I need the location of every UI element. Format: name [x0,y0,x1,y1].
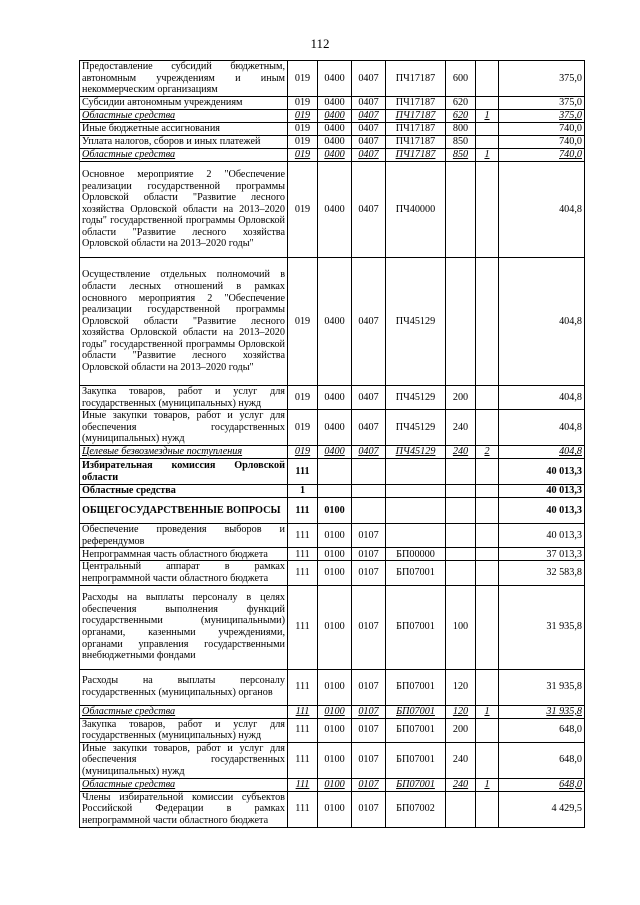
row-target-code: ПЧ45129 [386,386,446,410]
row-target-code: ПЧ17187 [386,97,446,110]
row-target-code: БП07001 [386,561,446,585]
row-target-code: ПЧ45129 [386,410,446,446]
row-section-code: 0400 [318,136,352,149]
row-expense-type [446,459,476,485]
row-sum: 648,0 [499,718,585,742]
row-subsection-code: 0407 [352,162,386,258]
row-source-code [476,742,499,778]
row-source-code: 1 [476,149,499,162]
row-expense-type: 120 [446,669,476,705]
row-section-code: 0400 [318,258,352,386]
row-name: Областные средства [80,110,288,123]
row-expense-type: 620 [446,110,476,123]
row-subsection-code: 0107 [352,524,386,548]
row-section-code: 0100 [318,669,352,705]
row-subsection-code: 0407 [352,61,386,97]
row-name: ОБЩЕГОСУДАРСТВЕННЫЕ ВОПРОСЫ [80,498,288,524]
row-section-code: 0400 [318,149,352,162]
row-target-code [386,485,446,498]
row-sum: 31 935,8 [499,585,585,669]
row-grbs-code: 1 [288,485,318,498]
table-row [80,548,585,561]
row-source-code [476,410,499,446]
row-section-code: 0400 [318,110,352,123]
row-source-code [476,585,499,669]
row-grbs-code: 111 [288,561,318,585]
row-grbs-code: 019 [288,136,318,149]
table-row [80,585,585,669]
row-source-code [476,386,499,410]
row-sum: 32 583,8 [499,561,585,585]
row-grbs-code: 019 [288,446,318,459]
row-section-code: 0100 [318,718,352,742]
row-sum: 40 013,3 [499,485,585,498]
row-sum: 31 935,8 [499,705,585,718]
row-target-code [386,459,446,485]
row-source-code: 1 [476,110,499,123]
row-section-code [318,459,352,485]
row-source-code [476,136,499,149]
table-row [80,561,585,585]
row-subsection-code: 0107 [352,705,386,718]
row-target-code: ПЧ40000 [386,162,446,258]
row-grbs-code: 019 [288,386,318,410]
row-grbs-code: 019 [288,162,318,258]
row-subsection-code: 0407 [352,110,386,123]
table-row [80,136,585,149]
row-name: Расходы на выплаты персоналу государственных (муниципальных) органов [80,669,288,705]
row-source-code [476,258,499,386]
table-row [80,110,585,123]
row-target-code: ПЧ17187 [386,149,446,162]
row-name: Областные средства [80,485,288,498]
row-section-code: 0400 [318,410,352,446]
row-section-code: 0100 [318,548,352,561]
row-grbs-code: 019 [288,149,318,162]
row-name: Закупка товаров, работ и услуг для государственных (муниципальных) нужд [80,718,288,742]
row-name: Субсидии автономным учреждениям [80,97,288,110]
row-section-code: 0100 [318,498,352,524]
row-name: Расходы на выплаты персоналу в целях обеспечения выполнения функций государственными (муниципальными) органами, казенными учреждениями, органами управления государственными внебюджетными фондами [80,585,288,669]
row-source-code [476,669,499,705]
row-target-code [386,498,446,524]
row-section-code: 0100 [318,778,352,791]
row-expense-type: 850 [446,136,476,149]
row-sum: 740,0 [499,123,585,136]
row-grbs-code: 111 [288,459,318,485]
table-row [80,97,585,110]
row-source-code [476,485,499,498]
row-section-code: 0400 [318,446,352,459]
row-sum: 40 013,3 [499,459,585,485]
row-target-code: БП00000 [386,548,446,561]
row-target-code: ПЧ17187 [386,123,446,136]
row-target-code: БП07001 [386,705,446,718]
row-subsection-code: 0407 [352,97,386,110]
row-sum: 648,0 [499,742,585,778]
table-row [80,498,585,524]
row-source-code [476,718,499,742]
row-subsection-code: 0107 [352,585,386,669]
row-subsection-code: 0107 [352,778,386,791]
row-subsection-code: 0107 [352,669,386,705]
table-row [80,258,585,386]
row-source-code: 1 [476,778,499,791]
row-section-code [318,485,352,498]
row-subsection-code: 0107 [352,561,386,585]
row-name: Иные закупки товаров, работ и услуг для обеспечения государственных (муниципальных) нужд [80,742,288,778]
row-grbs-code: 111 [288,548,318,561]
row-subsection-code: 0407 [352,386,386,410]
row-grbs-code: 019 [288,97,318,110]
row-expense-type: 620 [446,97,476,110]
row-section-code: 0100 [318,791,352,827]
row-target-code: БП07001 [386,669,446,705]
row-expense-type: 850 [446,149,476,162]
row-section-code: 0400 [318,97,352,110]
row-name: Целевые безвозмездные поступления [80,446,288,459]
row-subsection-code: 0407 [352,149,386,162]
row-section-code: 0400 [318,123,352,136]
table-body [80,61,585,828]
table-row [80,669,585,705]
row-sum: 404,8 [499,258,585,386]
row-sum: 40 013,3 [499,524,585,548]
row-name: Областные средства [80,705,288,718]
row-name: Непрограммная часть областного бюджета [80,548,288,561]
row-sum: 404,8 [499,386,585,410]
row-grbs-code: 019 [288,61,318,97]
row-grbs-code: 111 [288,524,318,548]
row-section-code: 0100 [318,705,352,718]
row-section-code: 0400 [318,386,352,410]
row-grbs-code: 019 [288,123,318,136]
row-subsection-code: 0407 [352,136,386,149]
row-target-code: БП07001 [386,742,446,778]
row-subsection-code [352,498,386,524]
row-subsection-code: 0407 [352,410,386,446]
row-expense-type [446,498,476,524]
row-sum: 37 013,3 [499,548,585,561]
row-target-code: ПЧ17187 [386,136,446,149]
table-row [80,742,585,778]
row-expense-type [446,548,476,561]
row-sum: 375,0 [499,97,585,110]
table-row [80,485,585,498]
row-sum: 31 935,8 [499,669,585,705]
row-expense-type: 240 [446,742,476,778]
row-grbs-code: 111 [288,669,318,705]
row-source-code: 1 [476,705,499,718]
row-source-code: 2 [476,446,499,459]
row-section-code: 0100 [318,585,352,669]
row-expense-type: 120 [446,705,476,718]
row-source-code [476,61,499,97]
row-sum: 404,8 [499,446,585,459]
row-sum: 375,0 [499,61,585,97]
budget-table [79,60,585,828]
row-section-code: 0400 [318,61,352,97]
row-name: Областные средства [80,778,288,791]
row-target-code: БП07001 [386,778,446,791]
row-expense-type: 240 [446,446,476,459]
table-row [80,791,585,827]
row-subsection-code: 0407 [352,258,386,386]
row-name: Члены избирательной комиссии субъектов Российской Федерации в рамках непрограммной части областного бюджета [80,791,288,827]
row-source-code [476,791,499,827]
table-row [80,410,585,446]
row-section-code: 0100 [318,742,352,778]
row-name: Иные закупки товаров, работ и услуг для обеспечения государственных (муниципальных) нужд [80,410,288,446]
table-row [80,61,585,97]
row-grbs-code: 111 [288,705,318,718]
row-subsection-code: 0107 [352,791,386,827]
table-row [80,524,585,548]
row-source-code [476,459,499,485]
row-subsection-code: 0107 [352,548,386,561]
row-target-code: БП07002 [386,791,446,827]
row-source-code [476,498,499,524]
row-sum: 40 013,3 [499,498,585,524]
row-name: Областные средства [80,149,288,162]
row-target-code: БП07001 [386,585,446,669]
table-row [80,459,585,485]
row-name: Уплата налогов, сборов и иных платежей [80,136,288,149]
row-sum: 404,8 [499,162,585,258]
row-name: Закупка товаров, работ и услуг для государственных (муниципальных) нужд [80,386,288,410]
row-subsection-code: 0107 [352,718,386,742]
row-grbs-code: 111 [288,585,318,669]
row-grbs-code: 111 [288,498,318,524]
row-target-code: ПЧ45129 [386,446,446,459]
row-name: Основное мероприятие 2 "Обеспечение реализации государственной программы Орловской области "Развитие лесного хозяйства Орловской области на 2013–2020 годы" государственной программы Орловской области "Развитие лесного хозяйства Орловской области на 2013–2020 годы" [80,162,288,258]
row-subsection-code: 0407 [352,123,386,136]
row-grbs-code: 019 [288,410,318,446]
row-sum: 648,0 [499,778,585,791]
row-expense-type: 800 [446,123,476,136]
table-row [80,149,585,162]
row-expense-type: 200 [446,386,476,410]
row-name: Обеспечение проведения выборов и референдумов [80,524,288,548]
row-grbs-code: 111 [288,718,318,742]
row-source-code [476,97,499,110]
row-expense-type [446,162,476,258]
table-row [80,718,585,742]
page-number: 112 [310,36,330,51]
row-grbs-code: 019 [288,258,318,386]
row-name: Избирательная комиссия Орловской области [80,459,288,485]
row-source-code [476,162,499,258]
row-source-code [476,524,499,548]
table-row [80,123,585,136]
row-grbs-code: 111 [288,791,318,827]
row-source-code [476,561,499,585]
table-row [80,705,585,718]
row-name: Иные бюджетные ассигнования [80,123,288,136]
row-grbs-code: 111 [288,778,318,791]
table-row [80,386,585,410]
row-target-code: ПЧ17187 [386,110,446,123]
row-source-code [476,548,499,561]
row-target-code: ПЧ45129 [386,258,446,386]
row-target-code: БП07001 [386,718,446,742]
table-row [80,778,585,791]
row-name: Предоставление субсидий бюджетным, автономным учреждениям и иным некоммерческим организациям [80,61,288,97]
row-expense-type: 200 [446,718,476,742]
table-row [80,162,585,258]
row-target-code: ПЧ17187 [386,61,446,97]
row-sum: 4 429,5 [499,791,585,827]
row-section-code: 0100 [318,561,352,585]
row-expense-type [446,791,476,827]
row-sum: 740,0 [499,149,585,162]
row-expense-type: 240 [446,410,476,446]
row-expense-type [446,485,476,498]
row-expense-type [446,524,476,548]
row-name: Центральный аппарат в рамках непрограммной части областного бюджета [80,561,288,585]
row-sum: 375,0 [499,110,585,123]
row-expense-type: 240 [446,778,476,791]
row-section-code: 0400 [318,162,352,258]
row-subsection-code: 0107 [352,742,386,778]
row-sum: 740,0 [499,136,585,149]
row-source-code [476,123,499,136]
row-grbs-code: 111 [288,742,318,778]
row-grbs-code: 019 [288,110,318,123]
row-expense-type: 100 [446,585,476,669]
row-expense-type: 600 [446,61,476,97]
row-subsection-code [352,485,386,498]
row-section-code: 0100 [318,524,352,548]
row-sum: 404,8 [499,410,585,446]
row-subsection-code [352,459,386,485]
row-name: Осуществление отдельных полномочий в области лесных отношений в рамках основного мероприятия 2 "Обеспечение реализации государственной программы Орловской области "Развитие лесного хозяйства Орловской области на 2013–2020 годы" государственной программы Орловской области "Развитие лесного хозяйства Орловской области на 2013–2020 годы" [80,258,288,386]
row-target-code [386,524,446,548]
row-expense-type [446,561,476,585]
row-expense-type [446,258,476,386]
table-row [80,446,585,459]
row-subsection-code: 0407 [352,446,386,459]
